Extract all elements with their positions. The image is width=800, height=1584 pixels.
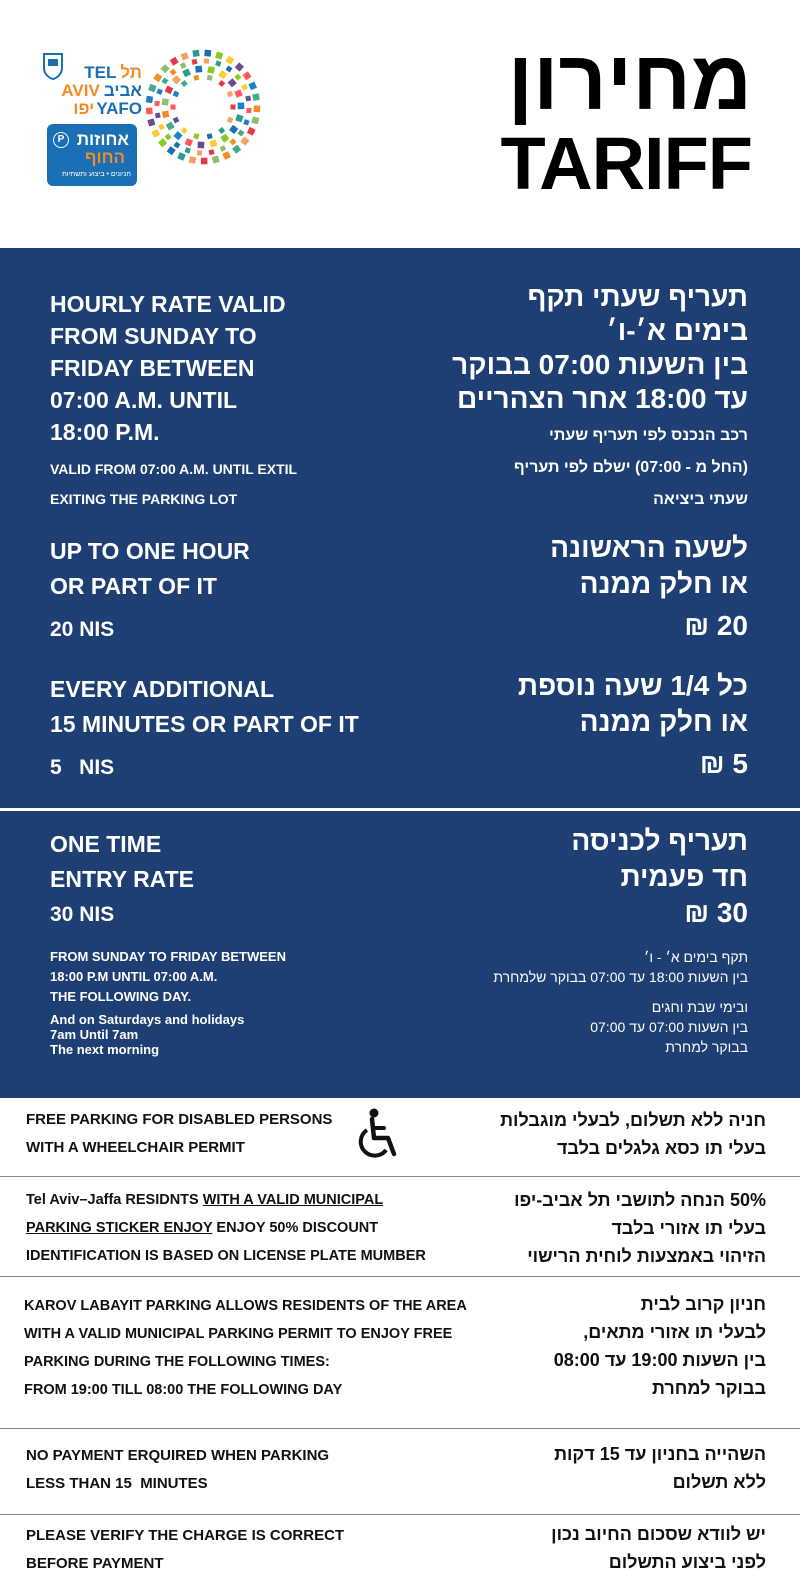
hourly-en-line: HOURLY RATE VALID [50,291,286,317]
residents-en-text: IDENTIFICATION IS BASED ON LICENSE PLATE MUMBER [26,1248,426,1264]
residents-he-line: 50% הנחה לתושבי תל אביב-יפו [514,1190,766,1210]
short-stay-he-line: ללא תשלום [672,1472,766,1492]
logo-tile [240,136,249,145]
hourly-rate-panel [0,248,800,808]
hourly-note-en-line: VALID FROM 07:00 A.M. UNTIL EXTIL [50,461,298,477]
logo-tile [229,125,238,134]
first-hour-en-line: UP TO ONE HOUR [50,538,250,564]
logo-tile [158,138,167,147]
logo-tile [193,75,199,81]
disabled-en-line: WITH A WHEELCHAIR PERMIT [26,1139,245,1156]
hourly-en-line: FROM SUNDAY TO [50,323,257,349]
logo-tile [162,111,170,119]
entry-rate-panel [0,811,800,1098]
logo-tile [207,66,215,74]
logo-tile [182,68,191,77]
karov-en-line: WITH A VALID MUNICIPAL PARKING PERMIT TO ENJOY FREE [24,1326,453,1342]
logo-tile [166,122,175,131]
entry-note-he-line: בבוקר למחרת [665,1039,748,1055]
entry-he-line: חד פעמית [620,861,748,892]
logo-tile [170,57,179,66]
verify-he-line: לפני ביצוע התשלום [608,1552,766,1572]
badge-title-2: החוף [85,148,125,167]
additional-en [50,672,430,785]
entry-he [388,823,748,931]
logo-tile [158,124,165,131]
logo-tile [154,101,159,106]
logo-tile [254,105,261,112]
city-he-3: יפו [73,99,95,118]
hourly-he-line: תעריף שעתי תקף [527,281,748,312]
short-stay-en-line: NO PAYMENT ERQUIRED WHEN PARKING [26,1447,330,1464]
entry-price-he: 30 ₪ [684,897,748,928]
short-stay-he-line: השהייה בחניון עד 15 דקות [554,1444,766,1464]
logo-tile [204,50,211,57]
logo-tile [231,105,236,110]
logo-tile [173,117,180,124]
disabled-en-line: FREE PARKING FOR DISABLED PERSONS [26,1111,333,1128]
residents-he-line: הזיהוי באמצעות לוחית הרישוי [527,1246,766,1266]
logo-tile [227,91,234,98]
logo-tile [243,119,249,125]
logo-tile [215,51,223,59]
page-title-hebrew: מחירון [507,33,752,127]
short-stay-he [466,1440,766,1496]
page-title-english: TARIFF [500,122,752,205]
logo-tile [156,89,162,95]
entry-note-en-line: THE FOLLOWING DAY. [50,989,192,1004]
logo-tile [234,89,242,97]
hourly-note-he-line: שעתי ביציאה [653,491,748,508]
logo-tile [192,59,198,65]
hourly-note-en-line: EXITING THE PARKING LOT [50,491,238,507]
hourly-en-line: FRIDAY BETWEEN [50,355,255,381]
row-separator [0,1276,800,1277]
entry-note-he-line: תקף בימים א׳ - ו׳ [644,949,748,965]
ahuzot-badge [47,124,137,186]
logo-tile [151,129,160,138]
badge-title-1: אחוזות [76,130,129,149]
residents-en-underlined: PARKING STICKER ENJOY [26,1220,213,1236]
badge-sub: חניונים • ביצוע ותשתיות [61,171,131,178]
logo-tile [161,64,170,73]
logo-tile [174,142,181,149]
logo-tile [209,139,217,147]
logo-tile [227,117,234,124]
logo-tile [218,127,225,134]
entry-en-line: ONE TIME [50,831,162,857]
short-stay-en-line: LESS THAN 15 MINUTES [26,1475,208,1492]
logo-tile [181,80,188,87]
verify-he [466,1520,766,1576]
karov-he-line: בין השעות 19:00 עד 08:00 [553,1350,766,1370]
first-hour-he [388,530,748,644]
first-hour-he-line: או חלק ממנה [579,568,748,599]
entry-en-line: ENTRY RATE [50,866,194,892]
first-hour-price-he: 20 ₪ [684,610,748,641]
logo-tile [235,62,244,71]
disabled-en [26,1106,366,1162]
logo-tile [155,113,161,119]
entry-he-line: תעריף לכניסה [571,825,748,856]
additional-en-line: 15 MINUTES OR PART OF IT [50,711,359,737]
logo-tile [218,80,225,87]
logo-tile [201,158,208,165]
hourly-title-en [50,288,410,448]
logo-tile [146,96,153,103]
entry-note-he-1 [368,947,748,987]
logo-tile [146,107,153,114]
hourly-title-he [388,280,748,416]
logo-tile [181,127,188,134]
logo-tile [243,71,252,80]
additional-he-line: או חלק ממנה [579,706,748,737]
additional-en-line: EVERY ADDITIONAL [50,676,275,702]
residents-en-text: Tel Aviv–Jaffa RESIDNTS [26,1192,203,1208]
short-stay-en [26,1442,426,1498]
disabled-he-line: חניה ללא תשלום, לבעלי מוגבלות [500,1110,766,1130]
logo-tile [235,114,243,122]
first-hour-he-line: לשעה הראשונה [550,532,748,563]
logo-tile [173,131,182,140]
entry-note-he-line: ובימי שבת וחגים [651,999,748,1015]
logo-tile [198,142,205,149]
logo-tile [153,73,162,82]
logo-tile [195,66,202,73]
verify-he-line: יש לוודא שסכום החיוב נכון [551,1524,766,1544]
city-en-1: TEL [84,63,117,82]
hourly-en-line: 18:00 P.M. [50,419,160,445]
logo-tile [229,138,236,145]
logo-tile [218,70,227,79]
entry-note-en-line: 18:00 P.M UNTIL 07:00 A.M. [50,969,218,984]
logo-tile [247,127,256,136]
residents-he [466,1186,766,1270]
disabled-he-line: בעלי תו כסא גלגלים בלבד [556,1138,766,1158]
logo-tile [185,138,193,146]
logo-tile [197,150,202,155]
entry-note-en-line: And on Saturdays and holidays [50,1012,245,1027]
karov-he-line: חניון קרוב לבית [640,1294,766,1314]
logo-tile [180,62,187,69]
entry-note-he-2 [368,997,748,1057]
city-en-3: YAFO [96,99,142,118]
additional-he-line: כל 1/4 שעה נוספת [517,670,748,701]
entry-note-en-1 [50,947,410,1007]
logo-tile [228,78,237,87]
header [0,0,800,248]
residents-en-text: ENJOY 50% DISCOUNT [212,1220,379,1236]
entry-note-en-line: The next morning [50,1042,160,1057]
first-hour-en-line: OR PART OF IT [50,573,217,599]
row-separator [0,1176,800,1177]
city-en-2: AVIV [61,81,100,100]
hourly-note-en [50,454,410,514]
logo-tile [241,84,248,91]
city-he-1: תל [120,63,142,82]
verify-en-line: PLEASE VERIFY THE CHARGE IS CORRECT [26,1527,345,1544]
logo-tile [185,147,191,153]
logo-tile [232,145,241,154]
residents-he-line: בעלי תו אזורי בלבד [611,1218,766,1238]
logo-tile [207,133,213,139]
logo-tile [167,146,176,155]
logo-tile [238,102,245,109]
logo-tile [238,130,245,137]
disabled-he [406,1106,766,1162]
entry-note-he-line: בין השעות 07:00 עד 07:00 [590,1019,748,1035]
entry-note-en-2 [50,1012,410,1057]
verify-en-line: BEFORE PAYMENT [26,1555,164,1572]
logo-tile [215,60,221,66]
entry-en [50,827,410,932]
logo-tile [148,84,156,92]
logo-tile [252,93,260,101]
entry-note-en-line: FROM SUNDAY TO FRIDAY BETWEEN [50,949,286,964]
logo-tile [170,69,177,76]
logo-tile [207,75,213,81]
karov-en-line: KAROV LABAYIT PARKING ALLOWS RESIDENTS OF THE AREA [24,1298,467,1314]
logo-tile [172,75,181,84]
logo-tile [204,58,209,63]
logo-tile [165,85,174,94]
first-hour-price-en: 20 NIS [50,618,115,641]
logo-tile [181,52,189,60]
logo-tile [193,133,199,139]
logo-tile [246,108,251,113]
logo-tile [209,149,215,155]
logo-tile [192,50,199,57]
entry-price-en: 30 NIS [50,903,115,926]
logo-tile [226,66,233,73]
hourly-he-line: עד 18:00 אחר הצהריים [457,383,748,414]
first-hour-en [50,534,410,647]
additional-he [388,668,748,782]
wheelchair-icon [356,1108,404,1162]
logo-tile [162,78,169,85]
logo-tile [171,105,176,110]
colorful-circle-logo-icon [138,42,268,172]
row-separator [0,1514,800,1515]
logo-tile [147,118,155,126]
logo-tile [212,156,220,164]
karov-en-line: PARKING DURING THE FOLLOWING TIMES: [24,1354,330,1370]
logo-tile [234,74,241,81]
hourly-he-line: בימים א׳-ו׳ [606,315,748,346]
hourly-en-line: 07:00 A.M. UNTIL [50,387,238,413]
logo-tile [251,116,259,124]
hourly-he-line: בין השעות 07:00 בבוקר [452,349,748,380]
additional-price-he: 5 ₪ [699,748,748,779]
verify-en [26,1522,426,1578]
residents-en-underlined: WITH A VALID MUNICIPAL [202,1192,384,1208]
hourly-note-he-line: רכב הנכנס לפי תעריף שעתי [549,427,748,444]
logo-tile [248,82,257,91]
residents-en [26,1186,466,1270]
logo-tile [220,134,229,143]
karov-en-line: FROM 19:00 TILL 08:00 THE FOLLOWING DAY [24,1382,343,1398]
city-he-2: אביב [103,81,142,100]
logo-tile [162,98,169,105]
karov-he-line: בבוקר למחרת [652,1378,766,1398]
entry-note-en-line: 7am Until 7am [50,1027,139,1042]
logo-tile [165,133,172,140]
additional-price-en: 5 NIS [50,756,115,779]
karov-he-line: לבעלי תו אזורי מתאים, [583,1322,766,1342]
logo-tile [173,91,180,98]
logo-tile [220,145,227,152]
row-separator [0,1428,800,1429]
parking-p-icon: P [53,132,69,148]
logo-tile [245,96,251,102]
logo-tile [222,151,231,160]
logo-tile [177,152,186,161]
karov-he [526,1290,766,1402]
entry-note-he-line: בין השעות 18:00 עד 07:00 בבוקר שלמחרת [493,969,748,985]
logo-tile [225,56,234,65]
hourly-note-he-line: (החל מ - 07:00) ישלם לפי תעריף [513,459,748,476]
city-name-block [48,64,142,118]
karov-en [24,1292,524,1404]
logo-tile [189,156,197,164]
hourly-note-he [388,420,748,516]
